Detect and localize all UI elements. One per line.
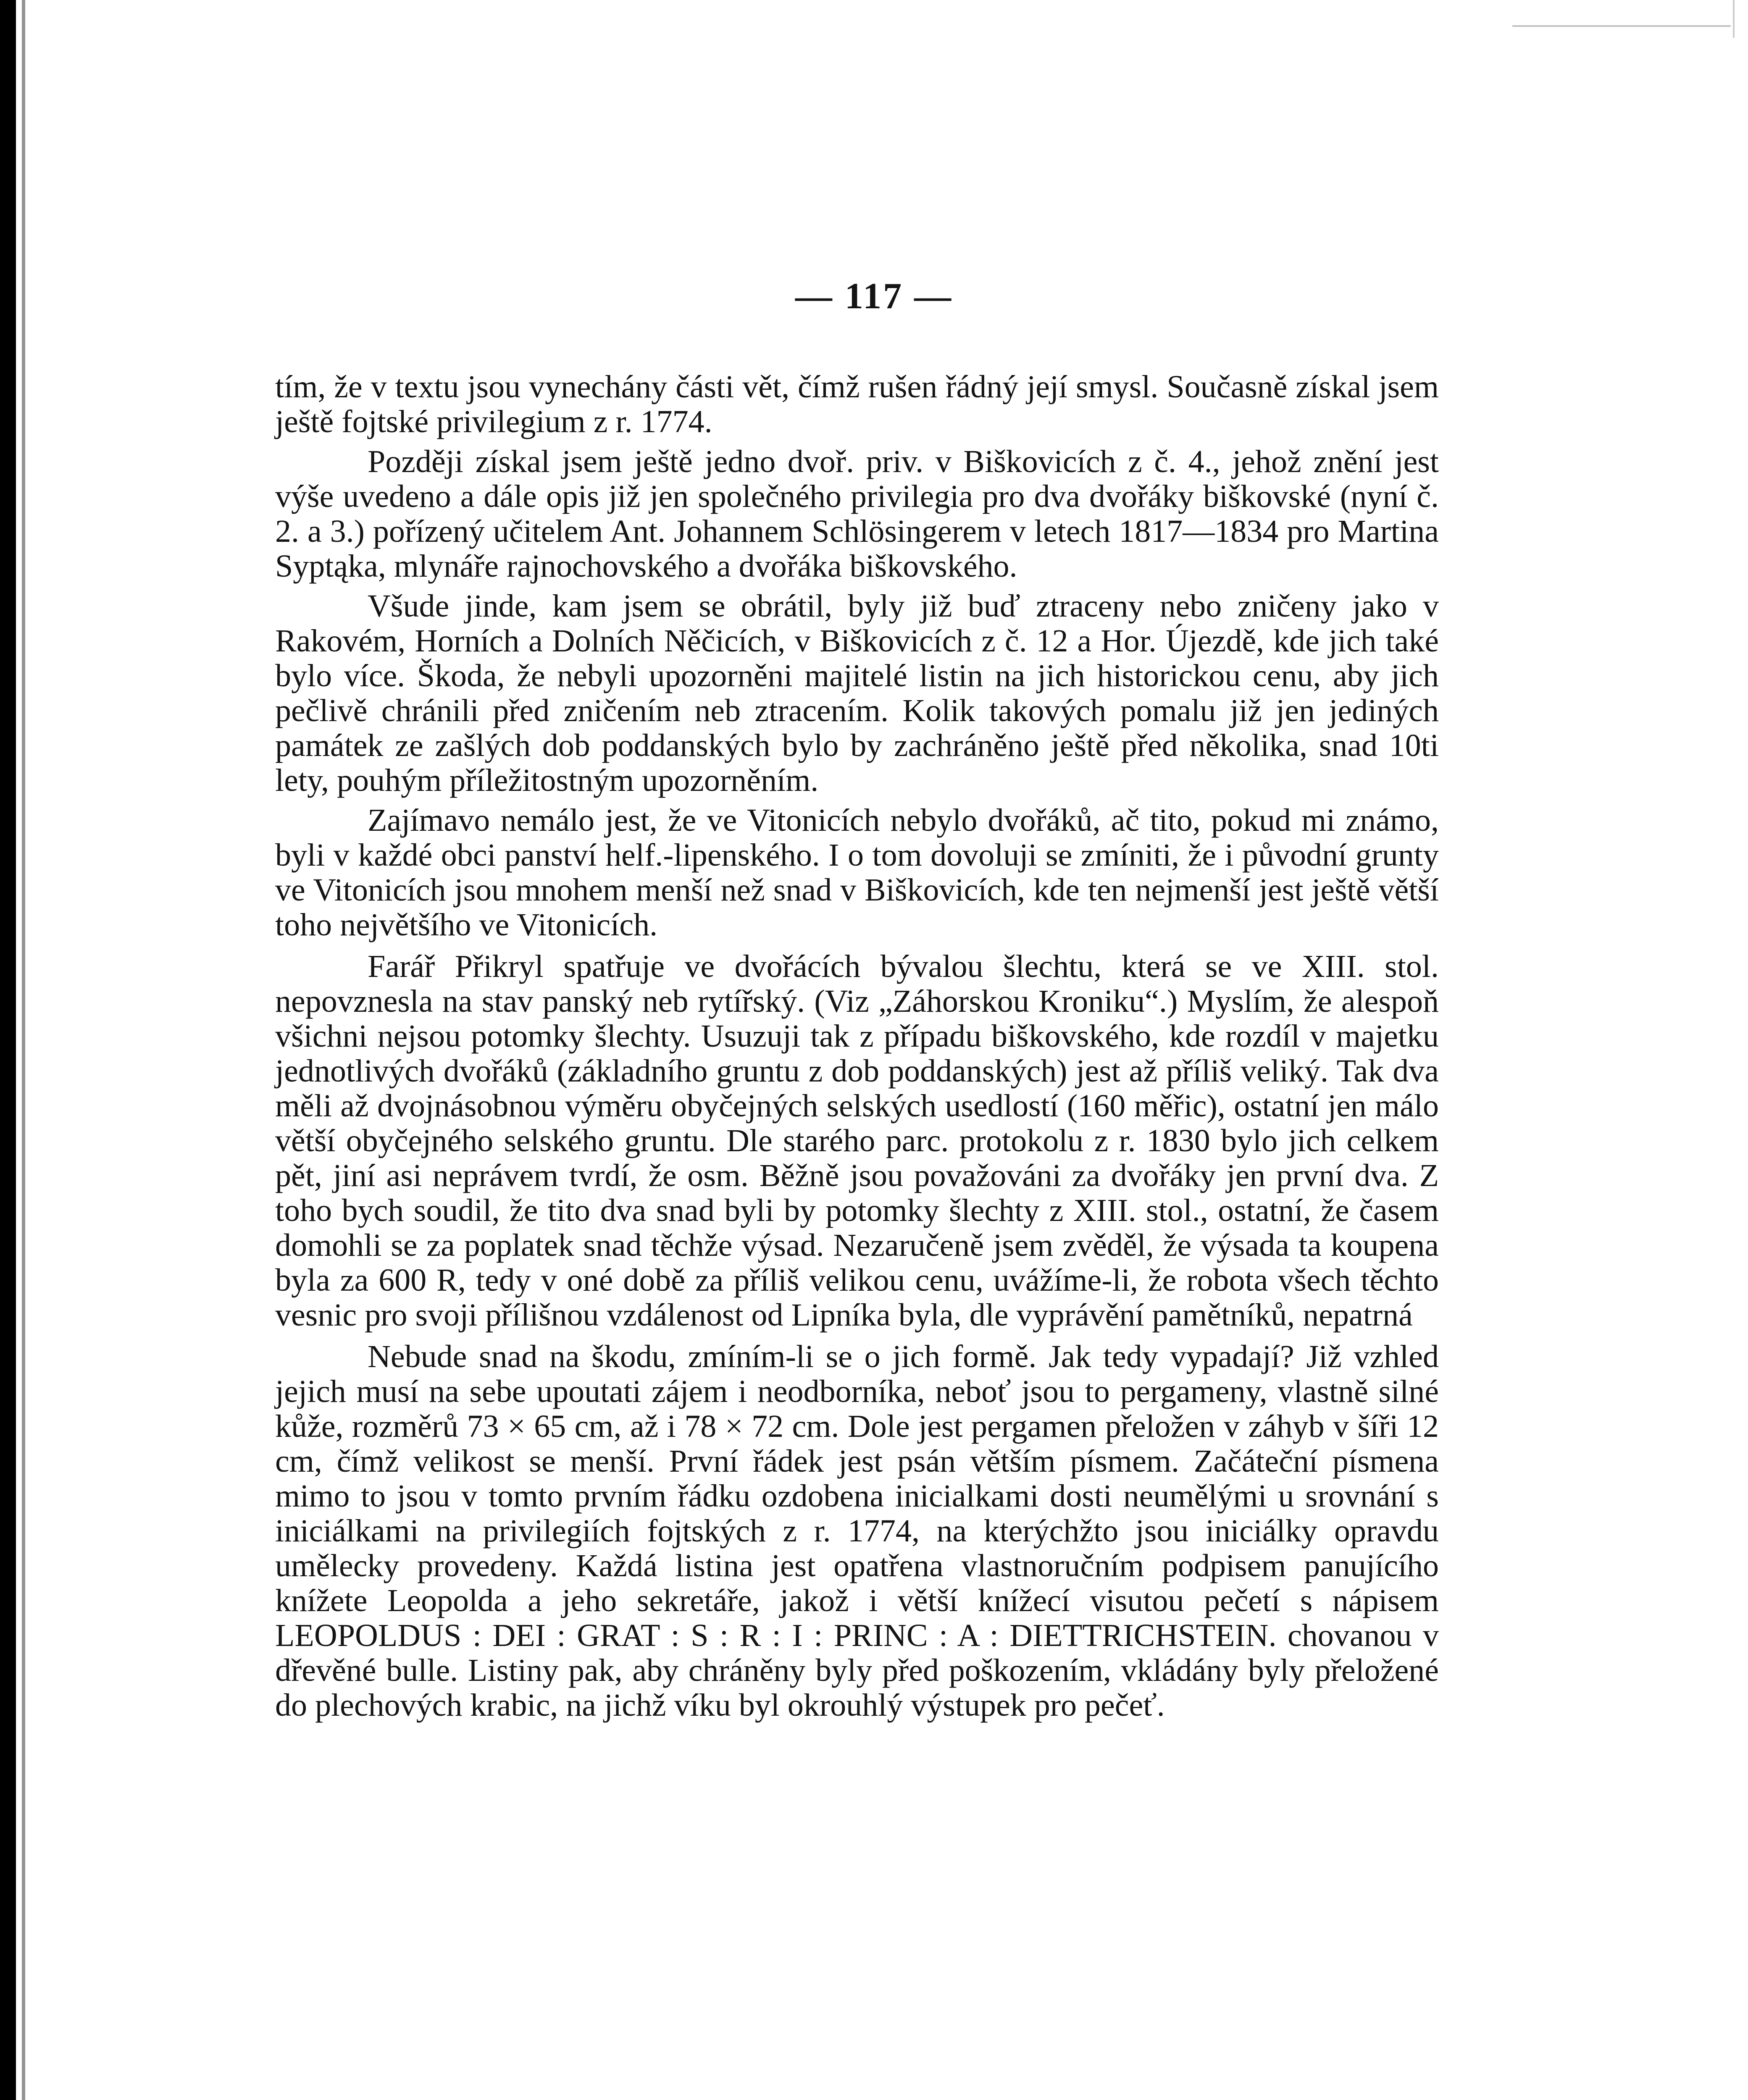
body-text <box>275 370 1439 1728</box>
paragraph-1: tím, že v textu jsou vynechány části vět, čímž rušen řádný její smysl. Současně získal jsem ještě fojtské privilegium z r. 1774. <box>275 369 1439 439</box>
paragraph-4: Zajímavo nemálo jest, že ve Vitonicích nebylo dvořáků, ač tito, pokud mi známo, byli v každé obci panství helf.-lipenského. I o tom dovoluji se zmíniti, že i původní grunty ve Vitonicích jsou mnohem menší než snad v Biškovicích, kde ten nejmenší jest ještě větší toho největšího ve Vitonicích. <box>275 803 1439 942</box>
scan-corner-mark <box>1512 25 1731 27</box>
paragraph-3: Všude jinde, kam jsem se obrátil, byly již buď ztraceny nebo zničeny jako v Rakovém, Horních a Dolních Něčicích, v Biškovicích z č. 12 a Hor. Újezdě, kde jich také bylo více. Škoda, že nebyli upozorněni majitelé listin na jich historickou cenu, aby jich pečlivě chránili před zničením neb ztracením. Kolik takových pomalu již jen jediných památek ze zašlých dob poddanských bylo by zachráněno ještě před několika, snad 10ti lety, pouhým příležitostným upozorněním. <box>275 588 1439 798</box>
paragraph-2: Později získal jsem ještě jedno dvoř. priv. v Biškovicích z č. 4., jehož znění jest výše uvedeno a dále opis již jen společného privilegia pro dva dvořáky biškovské (nyní č. 2. a 3.) pořízený učitelem Ant. Johannem Schlösingerem v letech 1817—1834 pro Martina Syptąka, mlynáře rajnochovského a dvořáka biškovského. <box>275 444 1439 584</box>
scan-corner-mark-vertical <box>1733 0 1735 38</box>
paragraph-6: Nebude snad na škodu, zmíním-li se o jich formě. Jak tedy vypadají? Již vzhled jejich musí na sebe upoutati zájem i neodborníka, neboť jsou to pergameny, vlastně silné kůže, rozměrů 73 × 65 cm, až i 78 × 72 cm. Dole jest pergamen přeložen v záhyb v šíři 12 cm, čímž velikost se menší. První řádek jest psán větším písmem. Začáteční písmena mimo to jsou v tomto prvním řádku ozdobena inicialkami dosti neumělými u srovnání s iniciálkami na privilegiích fojtských z r. 1774, na kterýchžto jsou iniciálky opravdu umělecky provedeny. Každá listina jest opatřena vlastnoručním podpisem panujícího knížete Leopolda a jeho sekretáře, jakož i větší knížecí visutou pečetí s nápisem LEOPOLDUS : DEI : GRAT : S : R : I : PRINC : A : DIETTRICHSTEIN. chovanou v dřevěné bulle. Listiny pak, aby chráněny byly před poškozením, vkládány byly přeložené do plechových krabic, na jichž víku byl okrouhlý výstupek pro pečeť. <box>275 1339 1439 1723</box>
paragraph-5: Farář Přikryl spatřuje ve dvořácích bývalou šlechtu, která se ve XIII. stol. nepovznesla na stav panský neb rytířský. (Viz „Záhorskou Kroniku“.) Myslím, že alespoň všichni nejsou potomky šlechty. Usuzuji tak z případu biškovského, kde rozdíl v majetku jednotlivých dvořáků (základního gruntu z dob poddanských) jest až příliš veliký. Tak dva měli až dvojnásobnou výměru obyčejných selských usedlostí (160 měřic), ostatní jen málo větší obyčejného selského gruntu. Dle starého parc. protokolu z r. 1830 bylo jich celkem pět, jiní asi neprávem tvrdí, že osm. Běžně jsou považováni za dvořáky jen první dva. Z toho bych soudil, že tito dva snad byli by potomky šlechty z XIII. stol., ostatní, že časem domohli se za poplatek snad těchže výsad. Nezaručeně jsem zvěděl, že výsada ta koupena byla za 600 R, tedy v oné době za příliš velikou cenu, uvážíme-li, že robota všech těchto vesnic pro svoji přílišnou vzdálenost od Lipníka byla, dle vyprávění pamětníků, nepatrná <box>275 949 1439 1333</box>
page-number: — 117 — <box>795 276 953 317</box>
